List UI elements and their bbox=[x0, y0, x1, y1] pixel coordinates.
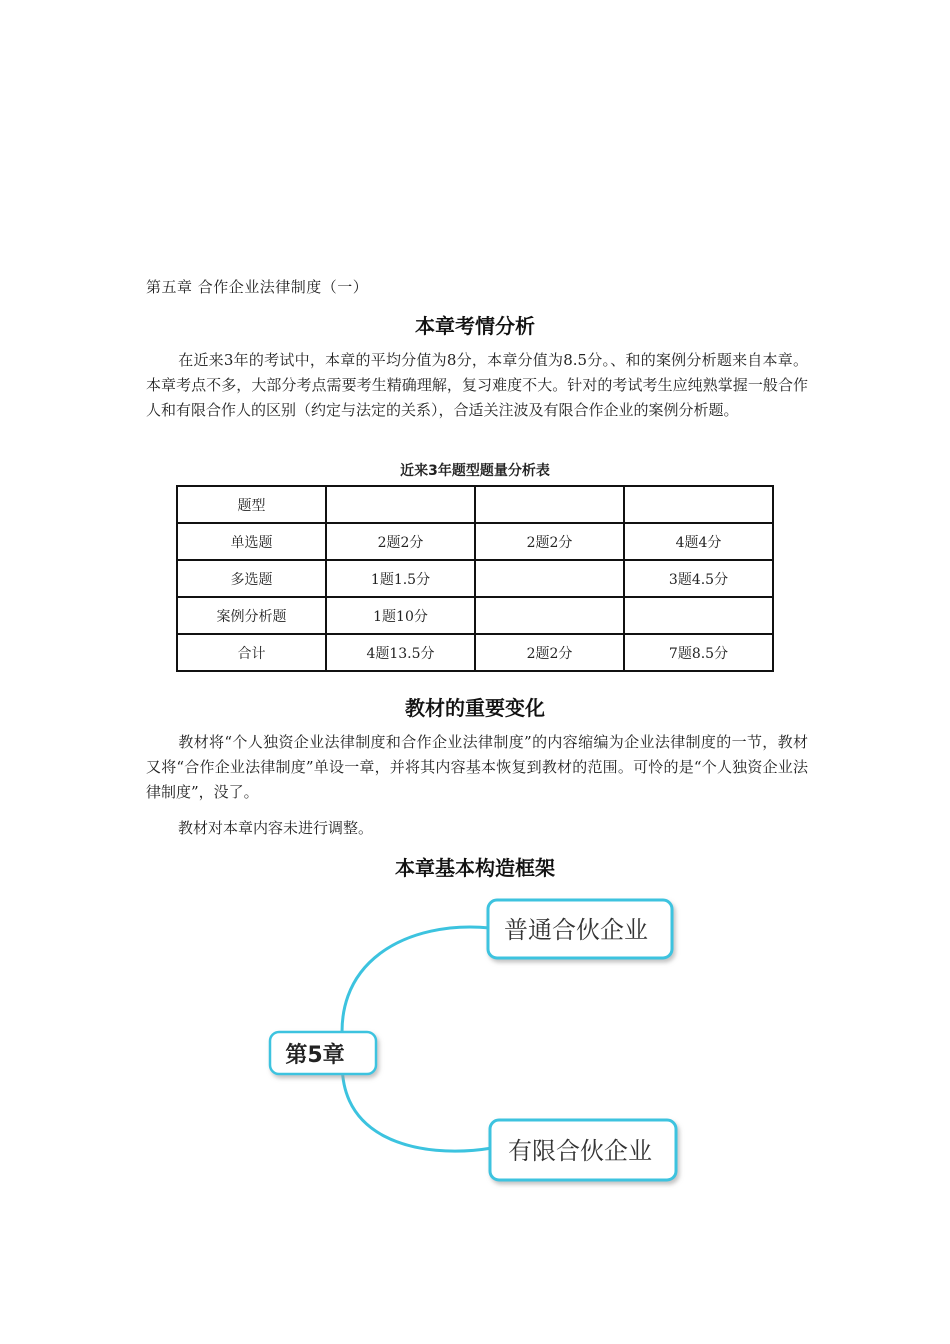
table-cell: 多选题 bbox=[177, 560, 326, 597]
textbook-changes-heading: 教材的重要变化 bbox=[405, 696, 545, 720]
table-cell bbox=[475, 486, 624, 523]
mindmap-branch-limited-partnership bbox=[490, 1120, 676, 1180]
textbook-no-change-text: 教材对本章内容未进行调整。 bbox=[178, 819, 374, 837]
table-row bbox=[177, 523, 773, 560]
branch-label-top: 普通合伙企业 bbox=[504, 916, 648, 944]
table-cell: 题型 bbox=[177, 486, 326, 523]
chapter-framework-mindmap bbox=[0, 880, 950, 1200]
table-cell bbox=[475, 560, 624, 597]
framework-heading: 本章基本构造框架 bbox=[395, 856, 555, 880]
branch-label-bottom: 有限合伙企业 bbox=[508, 1137, 652, 1165]
table-cell: 4题13.5分 bbox=[326, 634, 475, 671]
exam-analysis-heading: 本章考情分析 bbox=[415, 314, 535, 338]
table-cell: 7题8.5分 bbox=[624, 634, 773, 671]
question-stats-table bbox=[176, 485, 774, 672]
table-cell: 合计 bbox=[177, 634, 326, 671]
table-row bbox=[177, 634, 773, 671]
table-cell bbox=[475, 597, 624, 634]
table-cell: 2题2分 bbox=[475, 634, 624, 671]
mindmap-branch-general-partnership bbox=[488, 900, 672, 958]
table-cell bbox=[624, 486, 773, 523]
table-cell bbox=[624, 597, 773, 634]
table-cell: 3题4.5分 bbox=[624, 560, 773, 597]
textbook-changes-paragraph bbox=[146, 730, 808, 805]
table-cell: 案例分析题 bbox=[177, 597, 326, 634]
exam-analysis-text: 在近来3年的考试中，本章的平均分值为8分，本章分值为8.5分。、和的案例分析题来自本章。本章考点不多，大部分考点需要考生精确理解，复习难度不大。针对的考试考生应纯熟掌握一般合作人和有限合作人的区别（约定与法定的关系），合适关注波及有限合作企业的案例分析题。 bbox=[146, 351, 808, 419]
chapter-title: 第五章 合作企业法律制度（一） bbox=[146, 278, 369, 296]
table-cell: 2题2分 bbox=[326, 523, 475, 560]
table-cell: 1题10分 bbox=[326, 597, 475, 634]
table-row bbox=[177, 486, 773, 523]
table-cell: 单选题 bbox=[177, 523, 326, 560]
table-row bbox=[177, 560, 773, 597]
table-cell: 4题4分 bbox=[624, 523, 773, 560]
root-label: 第5章 bbox=[285, 1043, 345, 1068]
exam-analysis-paragraph bbox=[146, 348, 808, 423]
mindmap-root-node bbox=[270, 1032, 376, 1074]
textbook-no-change-paragraph bbox=[146, 816, 808, 841]
table-cell bbox=[326, 486, 475, 523]
table-caption: 近来3年题型题量分析表 bbox=[400, 463, 550, 479]
table-row bbox=[177, 597, 773, 634]
textbook-changes-text: 教材将“个人独资企业法律制度和合作企业法律制度”的内容缩编为企业法律制度的一节，教材又将“合作企业法律制度”单设一章，并将其内容基本恢复到教材的范围。可怜的是“个人独资企业法律制度”，没了。 bbox=[146, 733, 808, 801]
table-cell: 2题2分 bbox=[475, 523, 624, 560]
table-cell: 1题1.5分 bbox=[326, 560, 475, 597]
